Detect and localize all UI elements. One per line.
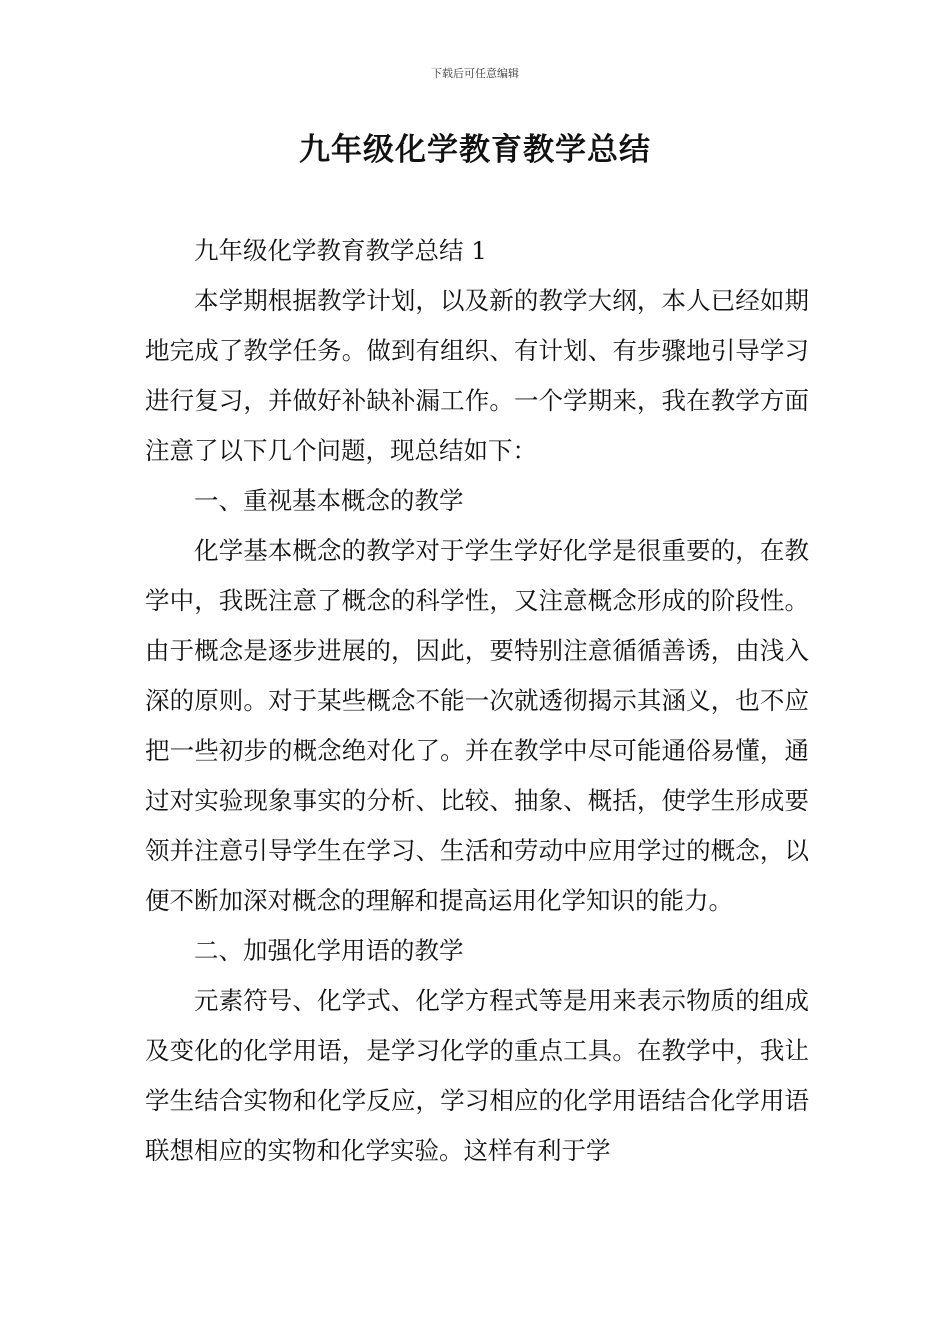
header-note: 下载后可任意编辑: [431, 67, 519, 80]
section-heading: 九年级化学教育教学总结 1: [194, 236, 487, 265]
paragraph: 本学期根据教学计划，以及新的教学大纲，本人已经如期地完成了教学任务。做到有组织、有计划、有步骤地引导学习进行复习，并做好补缺补漏工作。一个学期来，我在教学方面注意了以下几个问题，现总结如下：: [145, 286, 809, 465]
paragraph: 元素符号、化学式、化学方程式等是用来表示物质的组成及变化的化学用语，是学习化学的重点工具。在教学中，我让学生结合实物和化学反应，学习相应的化学用语结合化学用语联想相应的实物和化学实验。这样有利于学: [145, 986, 809, 1165]
section-heading: 二、加强化学用语的教学: [194, 936, 464, 965]
paragraph: 化学基本概念的教学对于学生学好化学是很重要的，在教学中，我既注意了概念的科学性，又注意概念形成的阶段性。由于概念是逐步进展的，因此，要特别注意循循善诱，由浅入深的原则。对于某些概念不能一次就透彻揭示其涵义，也不应把一些初步的概念绝对化了。并在教学中尽可能通俗易懂，通过对实验现象事实的分析、比较、抽象、概括，使学生形成要领并注意引导学生在学习、生活和劳动中应用学过的概念，以便不断加深对概念的理解和提高运用化学知识的能力。: [145, 536, 809, 915]
section-heading: 一、重视基本概念的教学: [194, 486, 464, 515]
document-body: [145, 226, 809, 1176]
document-title: 九年级化学教育教学总结: [299, 132, 651, 168]
